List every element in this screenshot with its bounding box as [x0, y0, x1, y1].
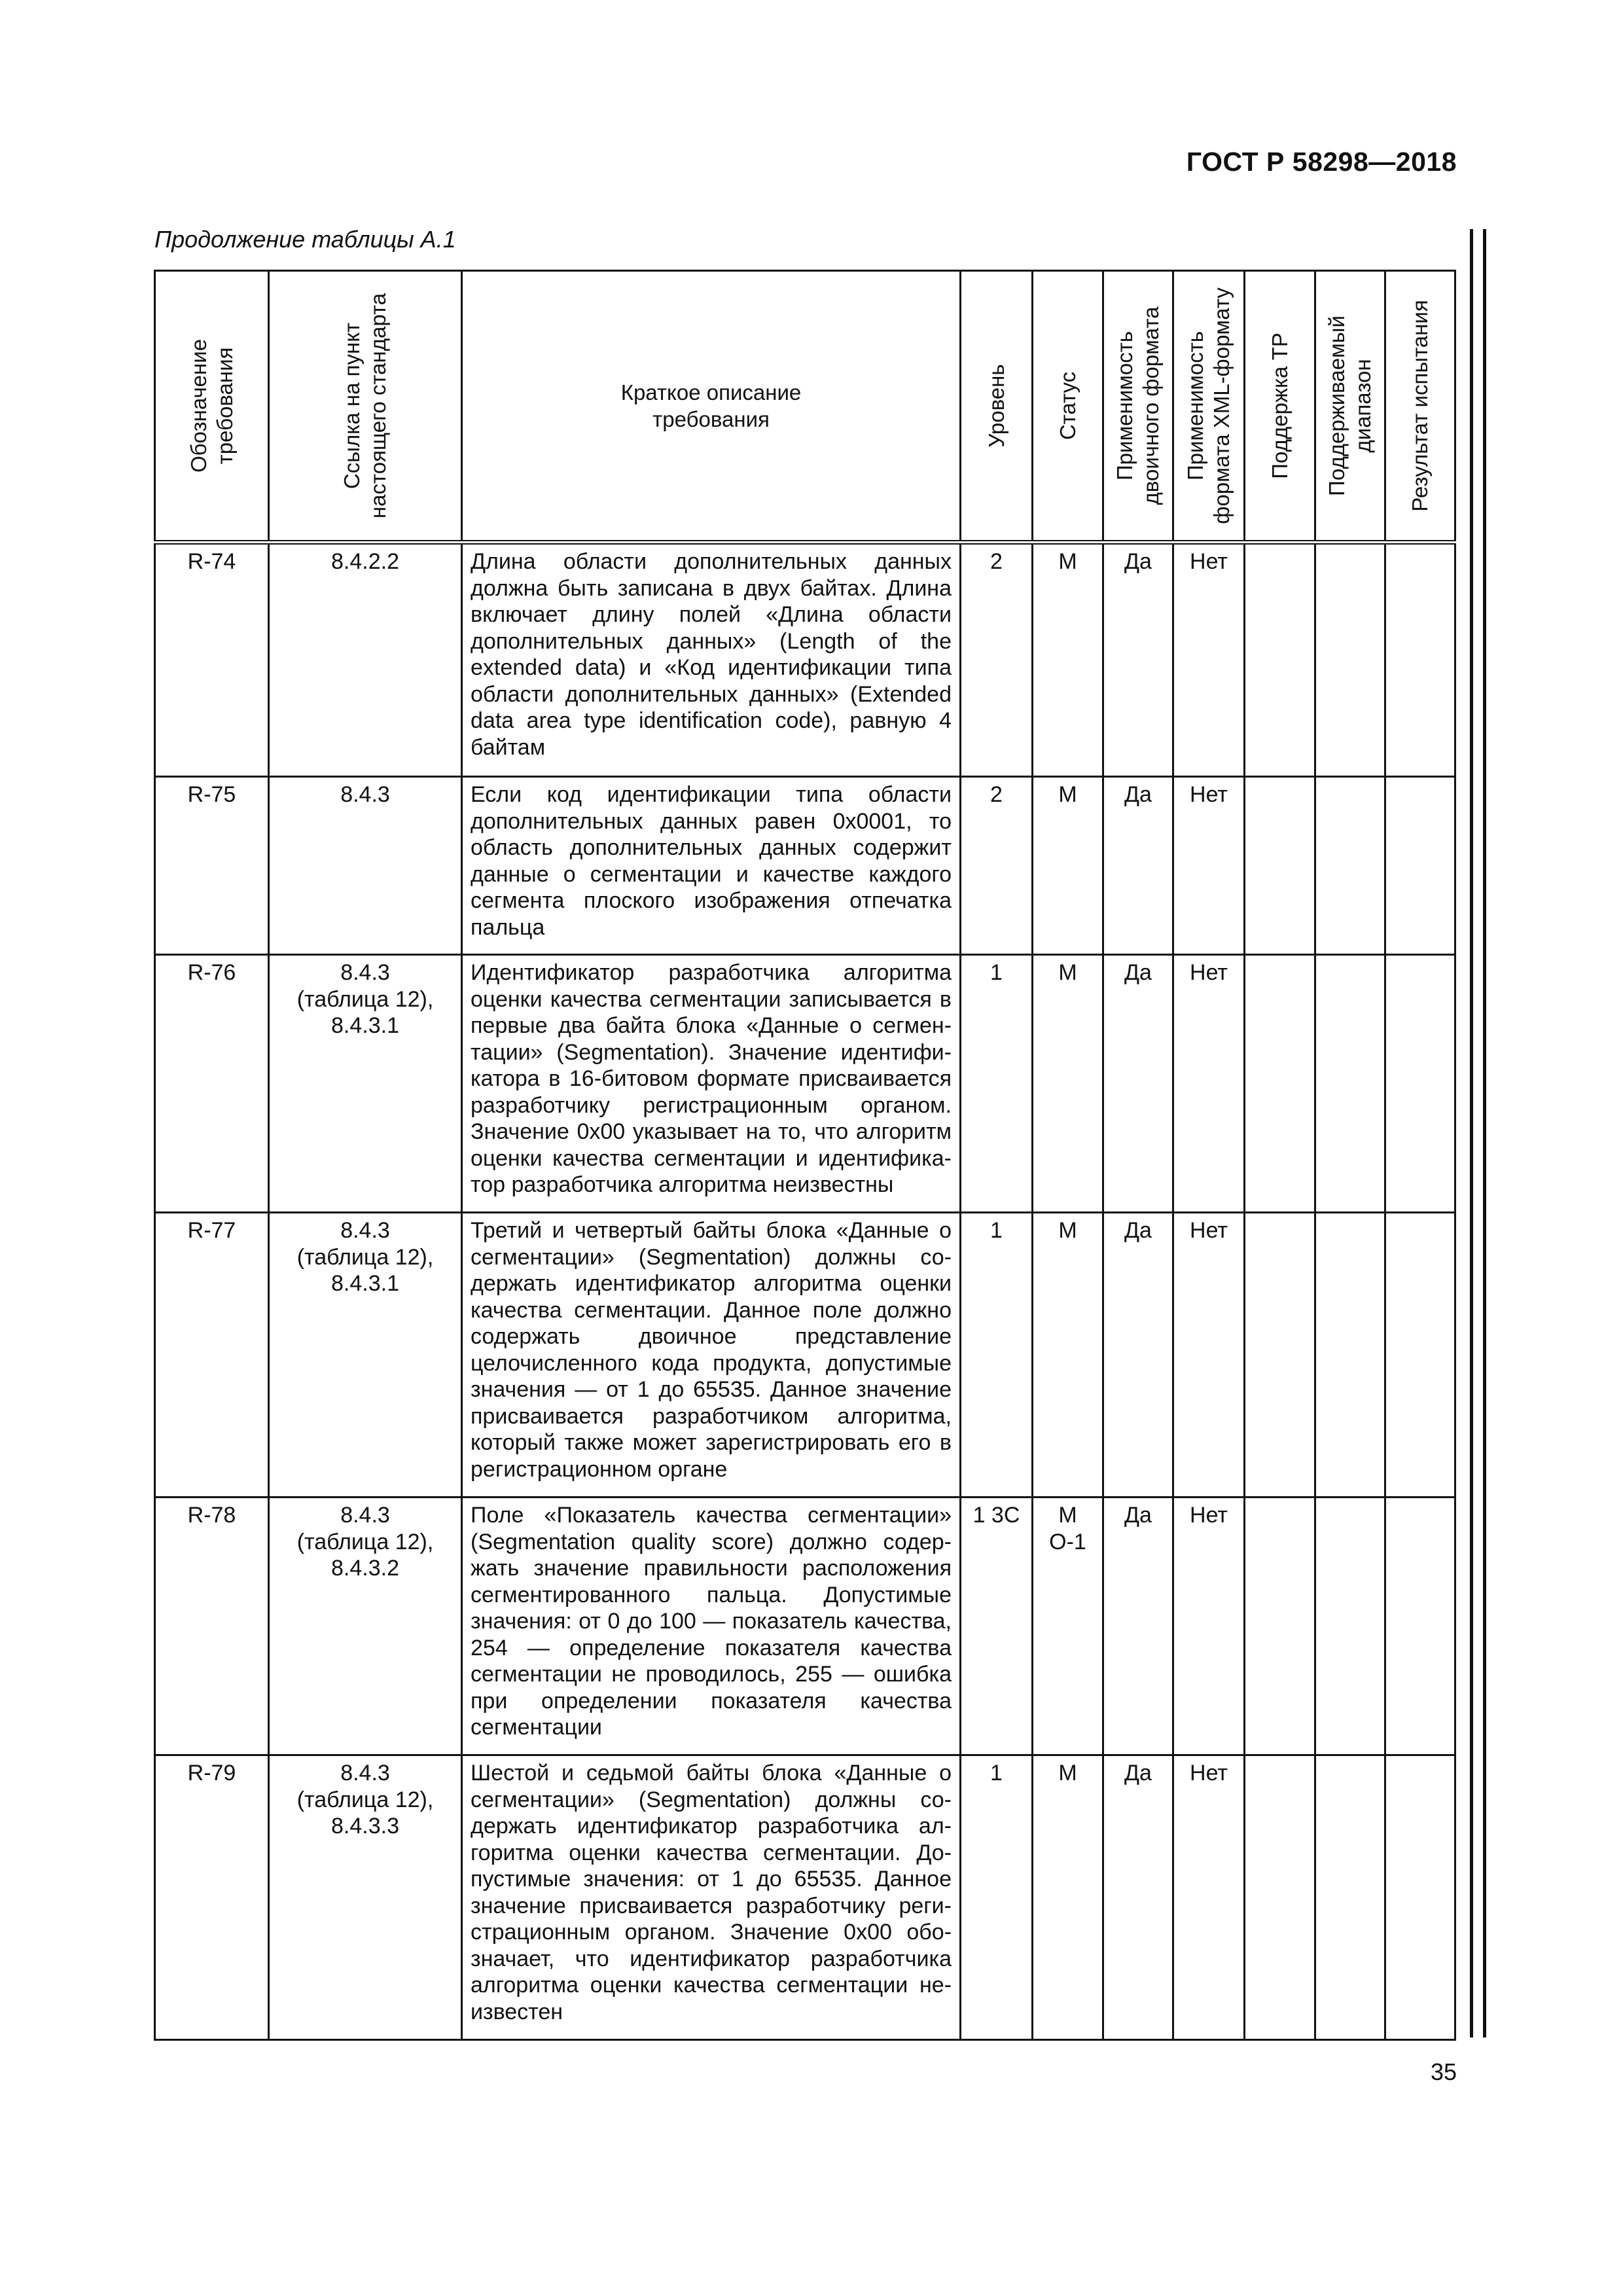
row-level: 1 [961, 1755, 1033, 2040]
row-tr [1245, 1755, 1315, 2040]
col-header-status: Статус [1033, 271, 1103, 543]
row-desc: Если код идентификации типа области дополнительных данных равен 0x0001, то область дополнительных данных содержит данные о сегментации и качестве каждого сегмента плоского изображения отпечатка пальца [462, 777, 961, 955]
table-row [155, 543, 1455, 777]
row-level: 2 [961, 777, 1033, 955]
row-ref: 8.4.3 (таблица 12), 8.4.3.2 [269, 1498, 462, 1755]
row-xml: Нет [1173, 955, 1245, 1213]
row-range [1315, 955, 1385, 1213]
row-ref: 8.4.3 (таблица 12), 8.4.3.1 [269, 955, 462, 1213]
col-header-result: Результат испытания [1385, 271, 1455, 543]
row-ref: 8.4.3 (таблица 12), 8.4.3.1 [269, 1213, 462, 1498]
row-desc: Поле «Показатель качества сегментации» (Segmentation quality score) должно содержать значение правильности расположения сегментированного пальца. Допустимые значения: от 0 до 100 — показатель качества, 254 — определение показателя качества сегментации не проводилось, 255 — ошибка при определении показателя качества сегментации [462, 1498, 961, 1755]
col-header-ref: Ссылка на пункт настоящего стандарта [269, 271, 462, 543]
table-row [155, 1755, 1455, 2040]
row-id: R-77 [155, 1213, 269, 1498]
row-id: R-76 [155, 955, 269, 1213]
table-row [155, 777, 1455, 955]
row-level: 1 3С [961, 1498, 1033, 1755]
table-row [155, 955, 1455, 1213]
row-binary: Да [1103, 955, 1173, 1213]
row-range [1315, 1213, 1385, 1498]
row-status: М [1033, 777, 1103, 955]
standard-designation: ГОСТ Р 58298—2018 [1186, 147, 1457, 177]
col-header-xml: Применимость формата XML-формату [1173, 271, 1245, 543]
row-ref: 8.4.2.2 [269, 543, 462, 777]
row-tr [1245, 955, 1315, 1213]
row-xml: Нет [1173, 777, 1245, 955]
page-number: 35 [1430, 2058, 1457, 2085]
row-tr [1245, 543, 1315, 777]
row-id: R-79 [155, 1755, 269, 2040]
row-range [1315, 1498, 1385, 1755]
row-status: М [1033, 543, 1103, 777]
col-header-binary: Применимость двоичного формата [1103, 271, 1173, 543]
table-continuation-caption: Продолжение таблицы А.1 [154, 226, 456, 253]
row-status: М [1033, 955, 1103, 1213]
col-header-level: Уровень [961, 271, 1033, 543]
row-desc: Идентификатор разработчика алгоритма оценки качества сегментации записывается в первые два байта блока «Данные о сегментации» (Segmentation). Значение идентификатора в 16-битовом формате присваивается разработчику регистрационным органом. Значение 0x00 указывает на то, что алгоритм оценки качества сегментации и идентификатор разработчика алгоритма неизвестны [462, 955, 961, 1213]
requirements-table [154, 270, 1456, 2041]
row-range [1315, 543, 1385, 777]
row-tr [1245, 1498, 1315, 1755]
row-xml: Нет [1173, 1755, 1245, 2040]
row-level: 1 [961, 955, 1033, 1213]
table-row [155, 1498, 1455, 1755]
row-level: 2 [961, 543, 1033, 777]
row-id: R-74 [155, 543, 269, 777]
row-result [1385, 777, 1455, 955]
margin-revision-bars [1470, 229, 1489, 2037]
row-binary: Да [1103, 777, 1173, 955]
row-ref: 8.4.3 (таблица 12), 8.4.3.3 [269, 1755, 462, 2040]
row-result [1385, 543, 1455, 777]
col-header-tr: Поддержка ТР [1245, 271, 1315, 543]
row-binary: Да [1103, 1213, 1173, 1498]
row-result [1385, 1498, 1455, 1755]
row-desc: Длина области дополнительных данных должна быть записана в двух байтах. Длина включает длину полей «Длина области дополнительных данных» (Length of the extended data) и «Код идентификации типа области дополнительных данных» (Extended data area type identification code), равную 4 байтам [462, 543, 961, 777]
row-result [1385, 955, 1455, 1213]
col-header-range: Поддерживаемый диапазон [1315, 271, 1385, 543]
row-binary: Да [1103, 1755, 1173, 2040]
row-status: М [1033, 1213, 1103, 1498]
col-header-desc: Краткое описание требования [462, 271, 961, 543]
row-status: М О-1 [1033, 1498, 1103, 1755]
row-xml: Нет [1173, 543, 1245, 777]
row-id: R-75 [155, 777, 269, 955]
row-result [1385, 1755, 1455, 2040]
row-level: 1 [961, 1213, 1033, 1498]
row-desc: Шестой и седьмой байты блока «Данные о сегментации» (Segmentation) должны содержать идентификатор разработчика алгоритма оценки качества сегментации. Допустимые значения: от 1 до 65535. Данное значение присваивается разработчику регистрационным органом. Значение 0x00 обозначает, что идентификатор разработчика алгоритма оценки качества сегментации неизвестен [462, 1755, 961, 2040]
row-ref: 8.4.3 [269, 777, 462, 955]
row-binary: Да [1103, 543, 1173, 777]
row-binary: Да [1103, 1498, 1173, 1755]
table-header-row [155, 271, 1455, 543]
table-row [155, 1213, 1455, 1498]
row-tr [1245, 777, 1315, 955]
row-id: R-78 [155, 1498, 269, 1755]
col-header-id: Обозначение требования [155, 271, 269, 543]
row-tr [1245, 1213, 1315, 1498]
row-status: М [1033, 1755, 1103, 2040]
row-xml: Нет [1173, 1498, 1245, 1755]
row-range [1315, 777, 1385, 955]
row-range [1315, 1755, 1385, 2040]
row-xml: Нет [1173, 1213, 1245, 1498]
row-desc: Третий и четвертый байты блока «Данные о сегментации» (Segmentation) должны содержать идентификатор алгоритма оценки качества сегментации. Данное поле должно содержать двоичное представление целочисленного кода продукта, допустимые значения — от 1 до 65535. Данное значение присваивается разработчиком алгоритма, который также может зарегистрировать его в регистрационном органе [462, 1213, 961, 1498]
row-result [1385, 1213, 1455, 1498]
